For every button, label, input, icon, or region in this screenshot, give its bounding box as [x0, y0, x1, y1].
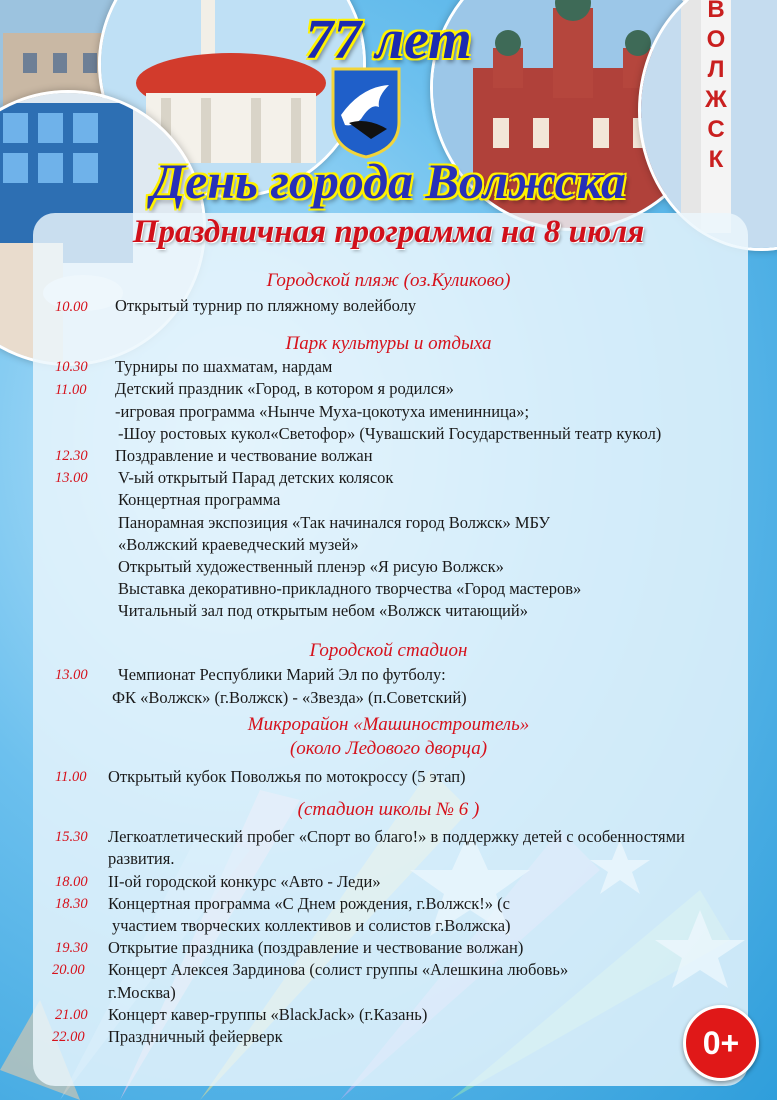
event-time: 15.30	[55, 829, 88, 845]
event-line: Концерт кавер-группы «BlackJack» (г.Казань)	[108, 1005, 428, 1024]
program-title: Праздничная программа на 8 июля	[132, 214, 645, 250]
city-day-title: День города Волжска	[151, 153, 626, 209]
event-line: ФК «Волжск» (г.Волжск) - «Звезда» (п.Советский)	[112, 688, 467, 707]
event-time: 13.00	[55, 470, 88, 486]
event-line: Легкоатлетический пробег «Спорт во благо!» в поддержку детей с особенностями	[108, 827, 685, 846]
event-time: 10.30	[55, 359, 88, 375]
event-time: 12.30	[55, 448, 88, 464]
section-heading: Городской пляж (оз.Куликово)	[266, 270, 511, 291]
event-line: Концертная программа	[118, 490, 281, 509]
event-time: 20.00	[52, 962, 85, 978]
event-line: V-ый открытый Парад детских колясок	[118, 468, 394, 487]
event-line: -Шоу ростовых кукол«Светофор» (Чувашский Государственный театр кукол)	[118, 424, 662, 443]
event-line: Концертная программа «С Днем рождения, г.Волжск!» (с	[108, 894, 510, 913]
event-line: Чемпионат Республики Марий Эл по футболу:	[118, 665, 446, 684]
event-line: -игровая программа «Нынче Муха-цокотуха именинница»;	[115, 402, 530, 421]
event-time: 19.30	[55, 940, 88, 956]
event-line: Концерт Алексея Зардинова (солист группы «Алешкина любовь»	[108, 960, 569, 979]
event-line: Открытый турнир по пляжному волейболу	[115, 296, 417, 315]
event-time: 22.00	[52, 1029, 85, 1045]
event-line: Открытый кубок Поволжья по мотокроссу (5 этап)	[108, 767, 466, 786]
event-line: Праздничный фейерверк	[108, 1027, 283, 1046]
event-line: «Волжский краеведческий музей»	[118, 535, 359, 554]
event-time: 21.00	[55, 1007, 88, 1023]
event-line: участием творческих коллективов и солистов г.Волжска)	[112, 916, 511, 935]
event-line: II-ой городской конкурс «Авто - Леди»	[108, 872, 381, 891]
event-line: Детский праздник «Город, в котором я родился»	[115, 379, 454, 398]
event-line: развития.	[108, 849, 175, 868]
event-line: Открытие праздника (поздравление и чествование волжан)	[108, 938, 524, 957]
event-time: 13.00	[55, 667, 88, 683]
event-time: 18.30	[55, 896, 88, 912]
event-line: Выставка декоративно-прикладного творчества «Город мастеров»	[118, 579, 582, 598]
section-heading: (около Ледового дворца)	[289, 738, 488, 759]
section-heading: (стадион школы № 6 )	[297, 799, 480, 820]
event-line: Панорамная экспозиция «Так начинался город Волжск» МБУ	[118, 513, 551, 532]
event-time: 11.00	[55, 382, 87, 398]
anniversary-title: 77 лет	[305, 9, 472, 71]
event-time: 11.00	[55, 769, 87, 785]
event-time: 18.00	[55, 874, 88, 890]
event-line: Турниры по шахматам, нардам	[115, 357, 333, 376]
event-line: Читальный зал под открытым небом «Волжск читающий»	[118, 601, 528, 620]
event-line: Поздравление и чествование волжан	[115, 446, 373, 465]
age-rating-badge: 0+	[683, 1005, 759, 1081]
event-line: г.Москва)	[108, 983, 176, 1002]
event-time: 10.00	[55, 299, 88, 315]
section-heading: Городской стадион	[309, 640, 468, 661]
volzhsk-sign-text: ВОЛЖСК	[705, 0, 727, 173]
section-heading: Микрорайон «Машиностроитель»	[247, 714, 530, 735]
event-line: Открытый художественный пленэр «Я рисую Волжск»	[118, 557, 504, 576]
coat-of-arms-icon	[331, 67, 401, 159]
section-heading: Парк культуры и отдыха	[285, 333, 492, 354]
